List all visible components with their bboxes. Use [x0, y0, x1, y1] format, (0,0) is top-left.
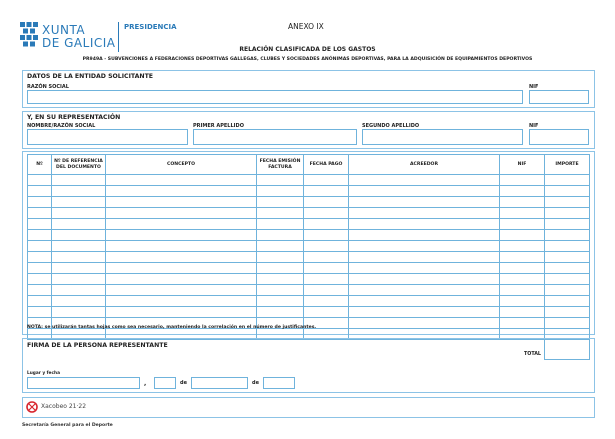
table-cell[interactable]: [304, 230, 349, 241]
table-row: [28, 285, 590, 296]
table-cell[interactable]: [52, 285, 106, 296]
table-cell[interactable]: [304, 274, 349, 285]
table-cell[interactable]: [304, 263, 349, 274]
table-cell[interactable]: [28, 285, 52, 296]
primer-apellido-label: PRIMER APELLIDO: [193, 123, 244, 129]
table-cell[interactable]: [28, 197, 52, 208]
table-cell[interactable]: [304, 197, 349, 208]
secretaria-text: Secretaría General para el Deporte: [22, 423, 113, 428]
table-cell[interactable]: [545, 252, 590, 263]
table-cell[interactable]: [106, 274, 257, 285]
table-row: [28, 230, 590, 241]
table-cell[interactable]: [106, 285, 257, 296]
table-cell[interactable]: [349, 219, 500, 230]
table-cell[interactable]: [349, 241, 500, 252]
table-cell[interactable]: [52, 208, 106, 219]
table-cell[interactable]: [257, 208, 304, 219]
table-cell[interactable]: [349, 318, 500, 329]
table-cell[interactable]: [257, 186, 304, 197]
expenses-note: NOTA: se utilizarán tantas hojas como sea necesario, manteniendo la correlación en el número de justificantes.: [27, 325, 317, 330]
table-cell[interactable]: [106, 296, 257, 307]
table-cell[interactable]: [500, 230, 545, 241]
table-cell[interactable]: [349, 285, 500, 296]
table-cell[interactable]: [545, 219, 590, 230]
table-cell[interactable]: [500, 307, 545, 318]
table-cell[interactable]: [349, 296, 500, 307]
table-cell[interactable]: [304, 219, 349, 230]
table-cell[interactable]: [349, 263, 500, 274]
table-cell[interactable]: [106, 175, 257, 186]
table-cell[interactable]: [304, 296, 349, 307]
form-subtitle: PR949A - SUBVENCIONES A FEDERACIONES DEPORTIVAS GALLEGAS, CLUBES Y SOCIEDADES ANÓNIMAS DEPORTIVAS, PARA LA ADQUISICIÓN DE EQUIPAMIENTOS DEPORTIVOS: [82, 57, 533, 62]
table-cell[interactable]: [106, 241, 257, 252]
col-header-num: Nº: [28, 155, 52, 175]
table-cell[interactable]: [349, 208, 500, 219]
signature-section-title: FIRMA DE LA PERSONA REPRESENTANTE: [27, 342, 168, 349]
entity-nif-label: NIF: [529, 84, 539, 90]
table-cell[interactable]: [257, 252, 304, 263]
table-cell[interactable]: [28, 274, 52, 285]
table-cell[interactable]: [304, 186, 349, 197]
month-input[interactable]: [191, 377, 248, 389]
representation-nif-input[interactable]: [529, 129, 589, 145]
table-cell[interactable]: [500, 252, 545, 263]
table-cell[interactable]: [28, 186, 52, 197]
table-cell[interactable]: [257, 263, 304, 274]
table-cell[interactable]: [28, 252, 52, 263]
table-cell[interactable]: [28, 307, 52, 318]
table-cell[interactable]: [106, 230, 257, 241]
table-cell[interactable]: [500, 318, 545, 329]
table-cell[interactable]: [52, 296, 106, 307]
table-cell[interactable]: [28, 263, 52, 274]
primer-apellido-input[interactable]: [193, 129, 357, 145]
table-cell[interactable]: [52, 197, 106, 208]
table-cell[interactable]: [500, 186, 545, 197]
table-cell[interactable]: [500, 197, 545, 208]
table-row: [28, 186, 590, 197]
year-input[interactable]: [263, 377, 295, 389]
table-cell[interactable]: [106, 219, 257, 230]
total-label: TOTAL: [523, 352, 541, 357]
table-cell[interactable]: [106, 186, 257, 197]
place-input[interactable]: [27, 377, 140, 389]
table-cell[interactable]: [500, 241, 545, 252]
table-row: [28, 175, 590, 186]
col-header-importe: IMPORTE: [545, 155, 590, 175]
table-cell[interactable]: [52, 263, 106, 274]
table-cell[interactable]: [257, 197, 304, 208]
nombre-input[interactable]: [27, 129, 188, 145]
table-cell[interactable]: [257, 296, 304, 307]
entity-section-title: DATOS DE LA ENTIDAD SOLICITANTE: [27, 73, 154, 80]
table-row: [28, 263, 590, 274]
table-cell[interactable]: [545, 307, 590, 318]
logo-line1: XUNTA: [42, 23, 86, 37]
table-row: [28, 307, 590, 318]
kacobeo-logo-icon: [26, 401, 38, 413]
table-cell[interactable]: [106, 252, 257, 263]
footer-section: [22, 397, 595, 418]
col-header-fecha-emision: FECHA EMISIÓN FACTURA: [257, 155, 304, 175]
col-header-acreedor: ACREEDOR: [349, 155, 500, 175]
table-cell[interactable]: [545, 197, 590, 208]
table-cell[interactable]: [257, 230, 304, 241]
entity-nif-input[interactable]: [529, 90, 589, 104]
razon-social-label: RAZÓN SOCIAL: [27, 84, 69, 90]
table-cell[interactable]: [349, 252, 500, 263]
place-date-label: Lugar y fecha: [27, 371, 60, 376]
col-header-concepto: CONCEPTO: [106, 155, 257, 175]
table-cell[interactable]: [106, 307, 257, 318]
table-cell[interactable]: [500, 296, 545, 307]
de-separator-1: de: [180, 380, 187, 386]
representation-nif-label: NIF: [529, 123, 539, 129]
table-cell[interactable]: [304, 252, 349, 263]
department-name: PRESIDENCIA: [124, 23, 177, 31]
logo-line2: DE GALICIA: [42, 36, 116, 50]
table-cell[interactable]: [545, 263, 590, 274]
table-cell[interactable]: [349, 197, 500, 208]
table-cell[interactable]: [52, 307, 106, 318]
table-cell[interactable]: [52, 186, 106, 197]
table-cell[interactable]: [257, 274, 304, 285]
table-cell[interactable]: [304, 241, 349, 252]
annex-label: ANEXO IX: [288, 22, 324, 31]
comma-separator: ,: [144, 380, 147, 387]
table-cell[interactable]: [52, 175, 106, 186]
table-cell[interactable]: [500, 274, 545, 285]
table-cell[interactable]: [257, 219, 304, 230]
table-cell[interactable]: [106, 263, 257, 274]
col-header-fecha-pago: FECHA PAGO: [304, 155, 349, 175]
table-cell[interactable]: [500, 219, 545, 230]
table-cell[interactable]: [349, 230, 500, 241]
col-header-nif: NIF: [500, 155, 545, 175]
table-cell[interactable]: [545, 274, 590, 285]
table-cell[interactable]: [545, 285, 590, 296]
table-cell[interactable]: [52, 219, 106, 230]
table-cell[interactable]: [52, 241, 106, 252]
table-cell[interactable]: [545, 296, 590, 307]
table-cell[interactable]: [545, 208, 590, 219]
day-input[interactable]: [154, 377, 176, 389]
table-cell[interactable]: [28, 296, 52, 307]
table-row: [28, 241, 590, 252]
nombre-label: NOMBRE/RAZÓN SOCIAL: [27, 123, 96, 129]
kacobeo-text: Xacobeo 21·22: [41, 403, 87, 410]
table-cell[interactable]: [52, 252, 106, 263]
table-cell[interactable]: [257, 175, 304, 186]
table-cell[interactable]: [28, 175, 52, 186]
table-cell[interactable]: [257, 241, 304, 252]
table-row: [28, 197, 590, 208]
representation-section-title: Y, EN SU REPRESENTACIÓN: [27, 114, 121, 121]
table-cell[interactable]: [545, 241, 590, 252]
table-cell[interactable]: [349, 186, 500, 197]
table-cell[interactable]: [500, 285, 545, 296]
col-header-ref: Nº DE REFERENCIA DEL DOCUMENTO: [52, 155, 106, 175]
table-cell[interactable]: [304, 285, 349, 296]
table-cell[interactable]: [28, 219, 52, 230]
table-cell[interactable]: [304, 175, 349, 186]
table-cell[interactable]: [545, 318, 590, 329]
table-cell[interactable]: [545, 230, 590, 241]
table-cell[interactable]: [28, 230, 52, 241]
table-row: [28, 274, 590, 285]
table-cell[interactable]: [545, 175, 590, 186]
table-cell[interactable]: [257, 307, 304, 318]
table-cell[interactable]: [28, 208, 52, 219]
table-cell[interactable]: [545, 186, 590, 197]
table-cell[interactable]: [52, 274, 106, 285]
table-cell[interactable]: [500, 175, 545, 186]
table-cell[interactable]: [349, 307, 500, 318]
table-cell[interactable]: [304, 208, 349, 219]
table-cell[interactable]: [106, 197, 257, 208]
table-cell[interactable]: [28, 241, 52, 252]
de-separator-2: de: [252, 380, 259, 386]
table-row: [28, 296, 590, 307]
table-cell[interactable]: [257, 285, 304, 296]
table-cell[interactable]: [349, 274, 500, 285]
table-cell[interactable]: [349, 175, 500, 186]
table-cell[interactable]: [106, 208, 257, 219]
table-cell[interactable]: [500, 208, 545, 219]
table-cell[interactable]: [52, 230, 106, 241]
table-cell[interactable]: [304, 307, 349, 318]
table-row: [28, 208, 590, 219]
segundo-apellido-label: SEGUNDO APELLIDO: [362, 123, 420, 129]
form-title: RELACIÓN CLASIFICADA DE LOS GASTOS: [239, 46, 376, 53]
expenses-header-row: [28, 155, 590, 175]
table-row: [28, 219, 590, 230]
segundo-apellido-input[interactable]: [362, 129, 523, 145]
table-cell[interactable]: [500, 263, 545, 274]
table-row: [28, 252, 590, 263]
razon-social-input[interactable]: [27, 90, 523, 104]
